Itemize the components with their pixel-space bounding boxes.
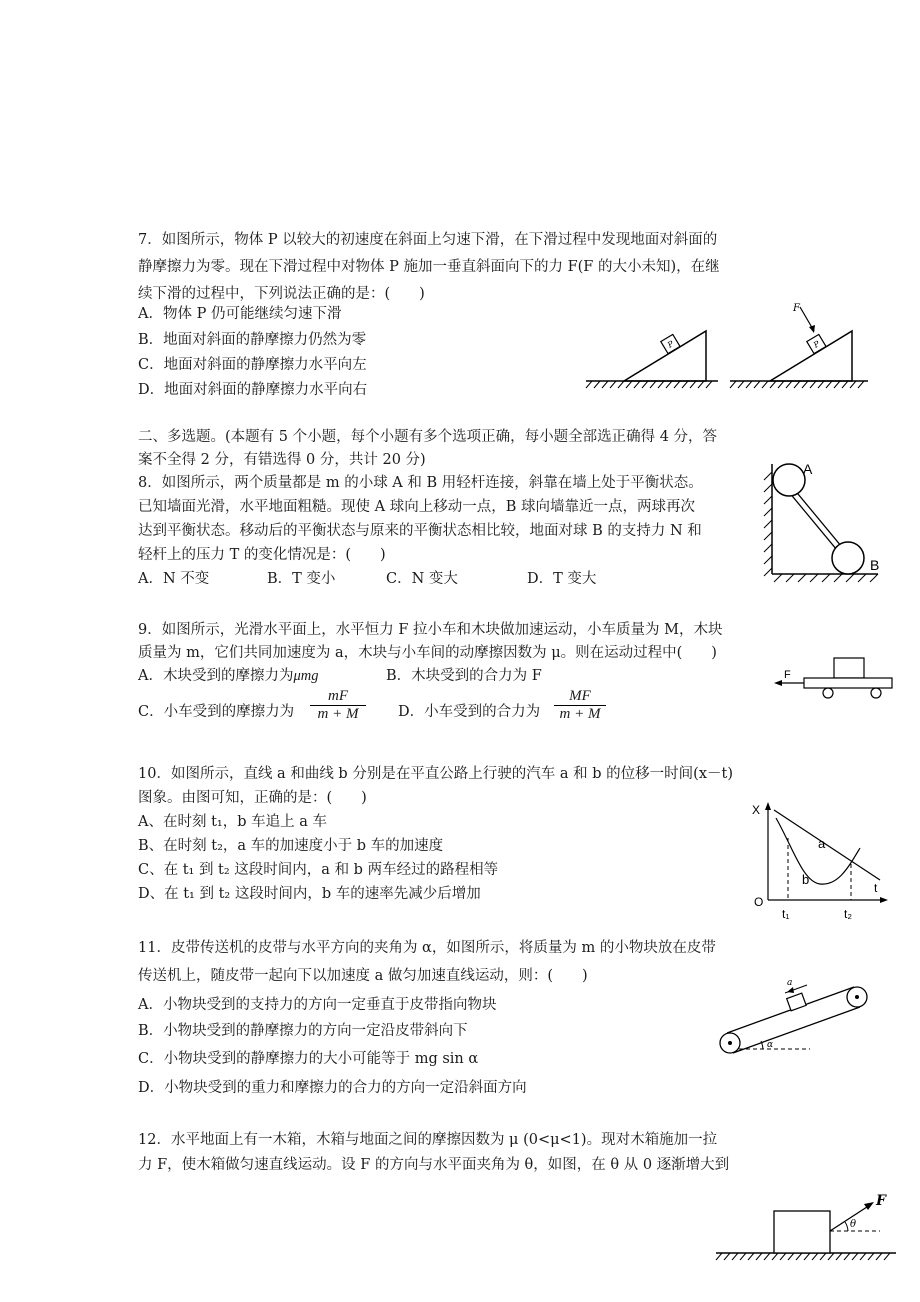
q12-line-2: 力 F，使木箱做匀速直线运动。设 F 的方向与水平面夹角为 θ，如图，在 θ 从 0 逐渐增大到 bbox=[138, 1157, 730, 1173]
q12-angle-theta-label: θ bbox=[850, 1219, 857, 1230]
q9-option-d: D．小车受到的合力为 bbox=[398, 704, 541, 720]
q10-axis-t-label: t bbox=[874, 881, 878, 895]
section2-line-2: 案不全得 2 分，有错选得 0 分，共计 20 分) bbox=[138, 452, 426, 468]
q11-option-c: C．小物块受到的静摩擦力的大小可能等于 mg sin α bbox=[138, 1051, 479, 1067]
q10-option-c: C、在 t₁ 到 t₂ 这段时间内，a 和 b 两车经过的路程相等 bbox=[138, 862, 499, 878]
q9-option-d-numerator: MF bbox=[554, 688, 606, 706]
q12-force-f-label: F bbox=[876, 1193, 886, 1209]
q7-figure-incline bbox=[586, 325, 721, 390]
q10-origin-label: O bbox=[754, 895, 764, 909]
q7-option-b: B．地面对斜面的静摩擦力仍然为零 bbox=[138, 332, 367, 348]
q9-force-f-label: F bbox=[784, 669, 791, 681]
q9-line-1: 9．如图所示，光滑水平面上，水平恒力 F 拉小车和木块做加速运动，小车质量为 M，木块 bbox=[138, 622, 723, 638]
q8-option-a: A．N 不变 bbox=[138, 571, 210, 587]
q9-option-d-fraction bbox=[554, 688, 606, 723]
section2-line-1: 二、多选题。(本题有 5 个小题，每个小题有多个选项正确，每小题全部选正确得 4 分，答 bbox=[138, 429, 718, 445]
q9-option-c-denominator: m + M bbox=[317, 706, 359, 722]
q9-option-d-denominator: m + M bbox=[559, 706, 601, 722]
q7-block-p-label-2: P bbox=[812, 339, 822, 350]
q8-line-1: 8．如图所示，两个质量都是 m 的小球 A 和 B 用轻杆连接，斜靠在墙上处于平衡状态。 bbox=[138, 475, 703, 491]
q7-option-d: D．地面对斜面的静摩擦力水平向右 bbox=[138, 382, 368, 398]
q7-block-p-label: P bbox=[666, 339, 676, 350]
q11-option-d: D．小物块受到的重力和摩擦力的合力的方向一定沿斜面方向 bbox=[138, 1080, 527, 1096]
q8-ball-b-label: B bbox=[870, 557, 880, 573]
q10-line-2: 图象。由图可知，正确的是：( ) bbox=[138, 790, 367, 806]
q7-line-1: 7．如图所示，物体 P 以较大的初速度在斜面上匀速下滑，在下滑过程中发现地面对斜面的 bbox=[138, 232, 718, 248]
q10-figure-xt-graph bbox=[748, 800, 893, 928]
q11-accel-a-label: a bbox=[787, 978, 793, 988]
q11-angle-alpha-label: α bbox=[767, 1040, 774, 1050]
q12-line-1: 12．水平地面上有一木箱，木箱与地面之间的摩擦因数为 μ (0<μ<1)。现对木箱施加一拉 bbox=[138, 1132, 718, 1148]
q7-line-2: 静摩擦力为零。现在下滑过程中对物体 P 施加一垂直斜面向下的力 F(F 的大小未知)，在继 bbox=[138, 259, 720, 275]
q11-line-2: 传送机上，随皮带一起向下以加速度 a 做匀加速直线运动，则：( ) bbox=[138, 968, 588, 984]
q9-option-a-math: μmg bbox=[293, 668, 319, 684]
q9-option-c-numerator: mF bbox=[310, 688, 366, 706]
q7-option-a: A．物体 P 仍可能继续匀速下滑 bbox=[138, 306, 342, 322]
q10-line-a-label: a bbox=[818, 836, 826, 851]
q10-axis-x-label: X bbox=[752, 803, 761, 817]
q11-line-1: 11．皮带传送机的皮带与水平方向的夹角为 α，如图所示，将质量为 m 的小物块放在皮带 bbox=[138, 940, 716, 956]
q9-option-a-text: A．木块受到的摩擦力为 bbox=[138, 668, 294, 684]
q10-option-a: A、在时刻 t₁，b 车追上 a 车 bbox=[138, 814, 327, 830]
q7-force-f-label: F bbox=[793, 303, 800, 314]
q9-figure-cart-block bbox=[770, 656, 898, 702]
q10-curve-b-label: b bbox=[802, 872, 810, 887]
q9-option-c-fraction bbox=[310, 688, 366, 723]
q8-line-4: 轻杆上的压力 T 的变化情况是：( ) bbox=[138, 547, 386, 563]
q10-t1-label: t₁ bbox=[782, 907, 790, 921]
q7-line-3: 续下滑的过程中，下列说法正确的是：( ) bbox=[138, 286, 425, 302]
q9-option-b: B．木块受到的合力为 F bbox=[386, 668, 542, 684]
q8-option-c: C．N 变大 bbox=[386, 571, 458, 587]
q8-option-b: B．T 变小 bbox=[267, 571, 336, 587]
q10-t2-label: t₂ bbox=[844, 907, 852, 921]
q8-line-2: 已知墙面光滑，水平地面粗糙。现使 A 球向上移动一点，B 球向墙靠近一点，两球再次 bbox=[138, 499, 695, 515]
q7-figure-incline-with-force bbox=[730, 303, 870, 390]
q12-figure-box-force bbox=[712, 1185, 902, 1265]
q9-option-a bbox=[138, 666, 318, 686]
q10-option-b: B、在时刻 t₂，a 车的加速度小于 b 车的加速度 bbox=[138, 838, 444, 854]
q8-line-3: 达到平衡状态。移动后的平衡状态与原来的平衡状态相比较，地面对球 B 的支持力 N 和 bbox=[138, 523, 702, 539]
q8-figure-rod-wall bbox=[760, 462, 890, 592]
q11-option-a: A．小物块受到的支持力的方向一定垂直于皮带指向物块 bbox=[138, 997, 497, 1013]
q7-option-c: C．地面对斜面的静摩擦力水平向左 bbox=[138, 357, 367, 373]
q11-option-b: B．小物块受到的静摩擦力的方向一定沿皮带斜向下 bbox=[138, 1023, 468, 1039]
q8-ball-a-label: A bbox=[803, 461, 813, 477]
q10-option-d: D、在 t₁ 到 t₂ 这段时间内，b 车的速率先减少后增加 bbox=[138, 886, 481, 902]
q8-option-d: D．T 变大 bbox=[527, 571, 597, 587]
q10-line-1: 10．如图所示，直线 a 和曲线 b 分别是在平直公路上行驶的汽车 a 和 b 的位移一时间(x－t) bbox=[138, 766, 733, 782]
q9-line-2: 质量为 m，它们共同加速度为 a，木块与小车间的动摩擦因数为 μ。则在运动过程中( ) bbox=[138, 645, 717, 661]
q11-figure-conveyor bbox=[715, 975, 875, 1063]
q9-option-c: C．小车受到的摩擦力为 bbox=[138, 704, 295, 720]
